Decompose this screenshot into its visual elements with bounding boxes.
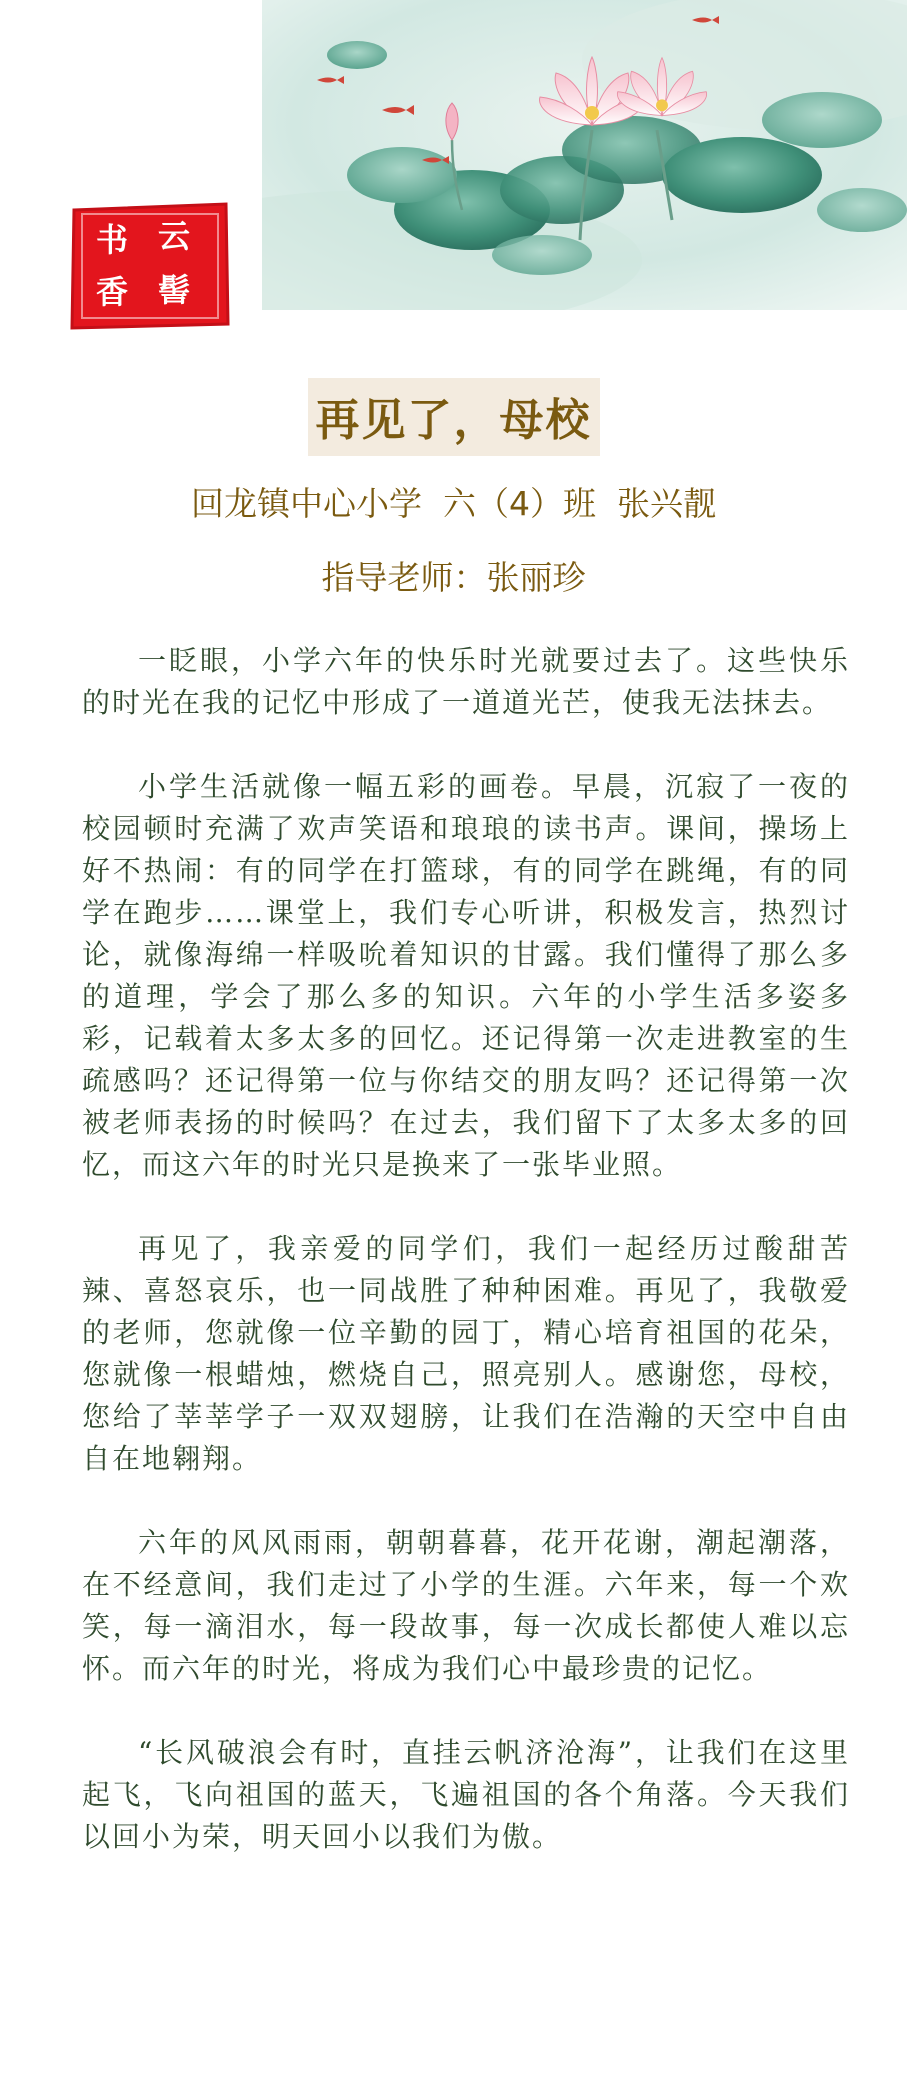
seal-char: 髻 xyxy=(158,271,191,309)
article-body xyxy=(82,640,850,1900)
seal-char: 书 xyxy=(96,221,129,259)
lotus-pond-illustration xyxy=(262,0,907,310)
seal-stamp xyxy=(68,200,232,332)
lotus-pond-painting xyxy=(262,0,907,310)
paragraph: 小学生活就像一幅五彩的画卷。早晨，沉寂了一夜的校园顿时充满了欢声笑语和琅琅的读书声。课间，操场上好不热闹：有的同学在打篮球，有的同学在跳绳，有的同学在跑步……课堂上，我们专心听讲，积极发言，热烈讨论，就像海绵一样吸吮着知识的甘露。我们懂得了那么多的道理，学会了那么多的知识。六年的小学生活多姿多彩，记载着太多太多的回忆。还记得第一次走进教室的生疏感吗？还记得第一位与你结交的朋友吗？还记得第一次被老师表扬的时候吗？在过去，我们留下了太多太多的回忆，而这六年的时光只是换来了一张毕业照。 xyxy=(82,770,850,1181)
teacher-line: 指导老师：张丽珍 xyxy=(321,558,586,597)
seal-char: 香 xyxy=(96,273,129,311)
seal-shape xyxy=(68,200,232,332)
paragraph: 再见了，我亲爱的同学们，我们一起经历过酸甜苦辣、喜怒哀乐，也一同战胜了种种困难。再见了，我敬爱的老师，您就像一位辛勤的园丁，精心培育祖国的花朵，您就像一根蜡烛，燃烧自己，照亮别人。感谢您，母校，您给了莘莘学子一双双翅膀，让我们在浩瀚的天空中自由自在地翱翔。 xyxy=(82,1232,850,1475)
paragraph: 一眨眼，小学六年的快乐时光就要过去了。这些快乐的时光在我的记忆中形成了一道道光芒，使我无法抹去。 xyxy=(82,644,850,719)
paragraph: 六年的风风雨雨，朝朝暮暮，花开花谢，潮起潮落，在不经意间，我们走过了小学的生涯。六年来，每一个欢笑，每一滴泪水，每一段故事，每一次成长都使人难以忘怀。而六年的时光，将成为我们心中最珍贵的记忆。 xyxy=(82,1526,850,1685)
seal-char: 云 xyxy=(158,217,191,255)
article-title: 再见了，母校 xyxy=(308,378,600,456)
title-block xyxy=(0,378,907,456)
paragraph: “长风破浪会有时，直挂云帆济沧海”，让我们在这里起飞，飞向祖国的蓝天，飞遍祖国的各个角落。今天我们以回小为荣，明天回小以我们为傲。 xyxy=(82,1736,850,1853)
author-byline: 回龙镇中心小学 六（4）班 张兴靓 xyxy=(191,484,716,523)
